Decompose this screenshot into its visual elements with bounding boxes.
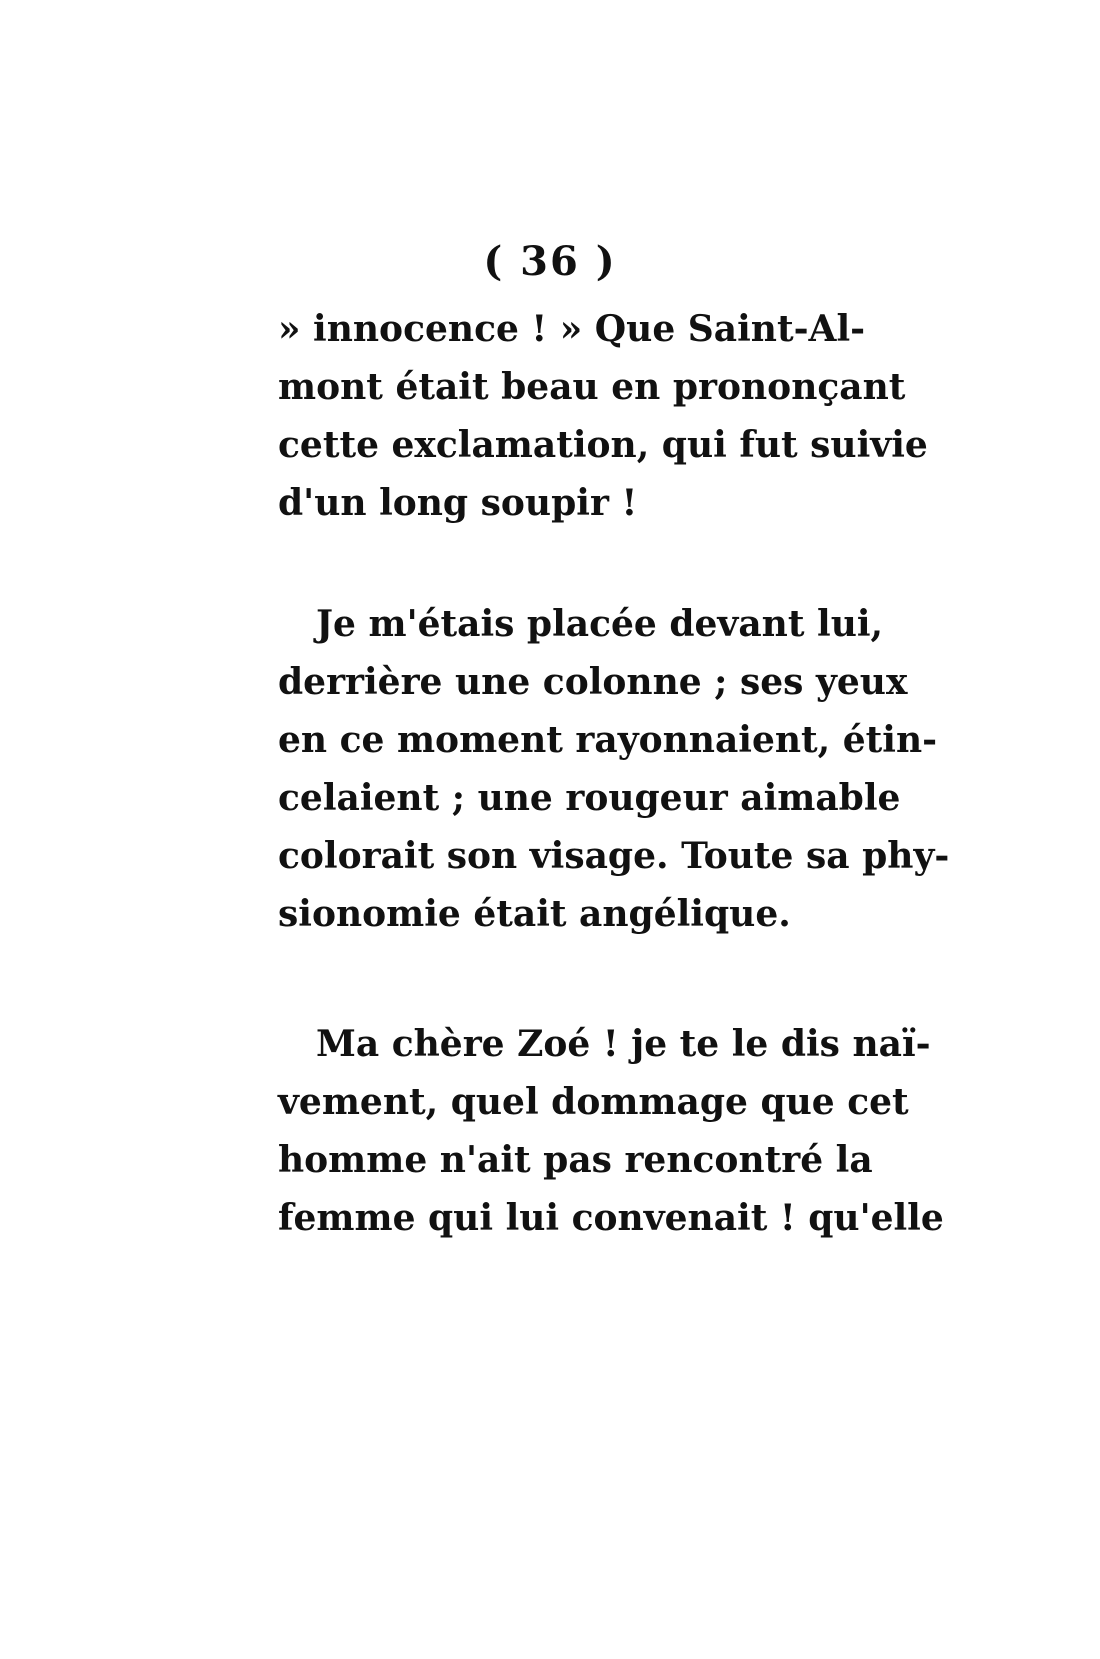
text-line: homme n'ait pas rencontré la bbox=[278, 1139, 873, 1181]
paragraph-3 bbox=[278, 1015, 944, 1247]
text-line: » innocence ! » Que Saint-Al- bbox=[278, 308, 866, 350]
text-line: Je m'étais placée devant lui, bbox=[316, 603, 884, 645]
text-line: sionomie était angélique. bbox=[278, 893, 791, 935]
text-line: cette exclamation, qui fut suivie bbox=[278, 424, 928, 466]
text-line: en ce moment rayonnaient, étin- bbox=[278, 719, 938, 761]
text-line: derrière une colonne ; ses yeux bbox=[278, 661, 908, 703]
text-line: vement, quel dommage que cet bbox=[278, 1081, 909, 1123]
text-line: mont était beau en prononçant bbox=[278, 366, 906, 408]
text-line: celaient ; une rougeur aimable bbox=[278, 777, 901, 819]
text-line: d'un long soupir ! bbox=[278, 482, 638, 524]
text-line: Ma chère Zoé ! je te le dis naï- bbox=[316, 1023, 931, 1065]
text-line: colorait son visage. Toute sa phy- bbox=[278, 835, 950, 877]
text-line: femme qui lui convenait ! qu'elle bbox=[278, 1197, 944, 1239]
paragraph-1 bbox=[278, 300, 928, 532]
paragraph-2 bbox=[278, 595, 950, 943]
page-number: ( 36 ) bbox=[483, 238, 617, 285]
